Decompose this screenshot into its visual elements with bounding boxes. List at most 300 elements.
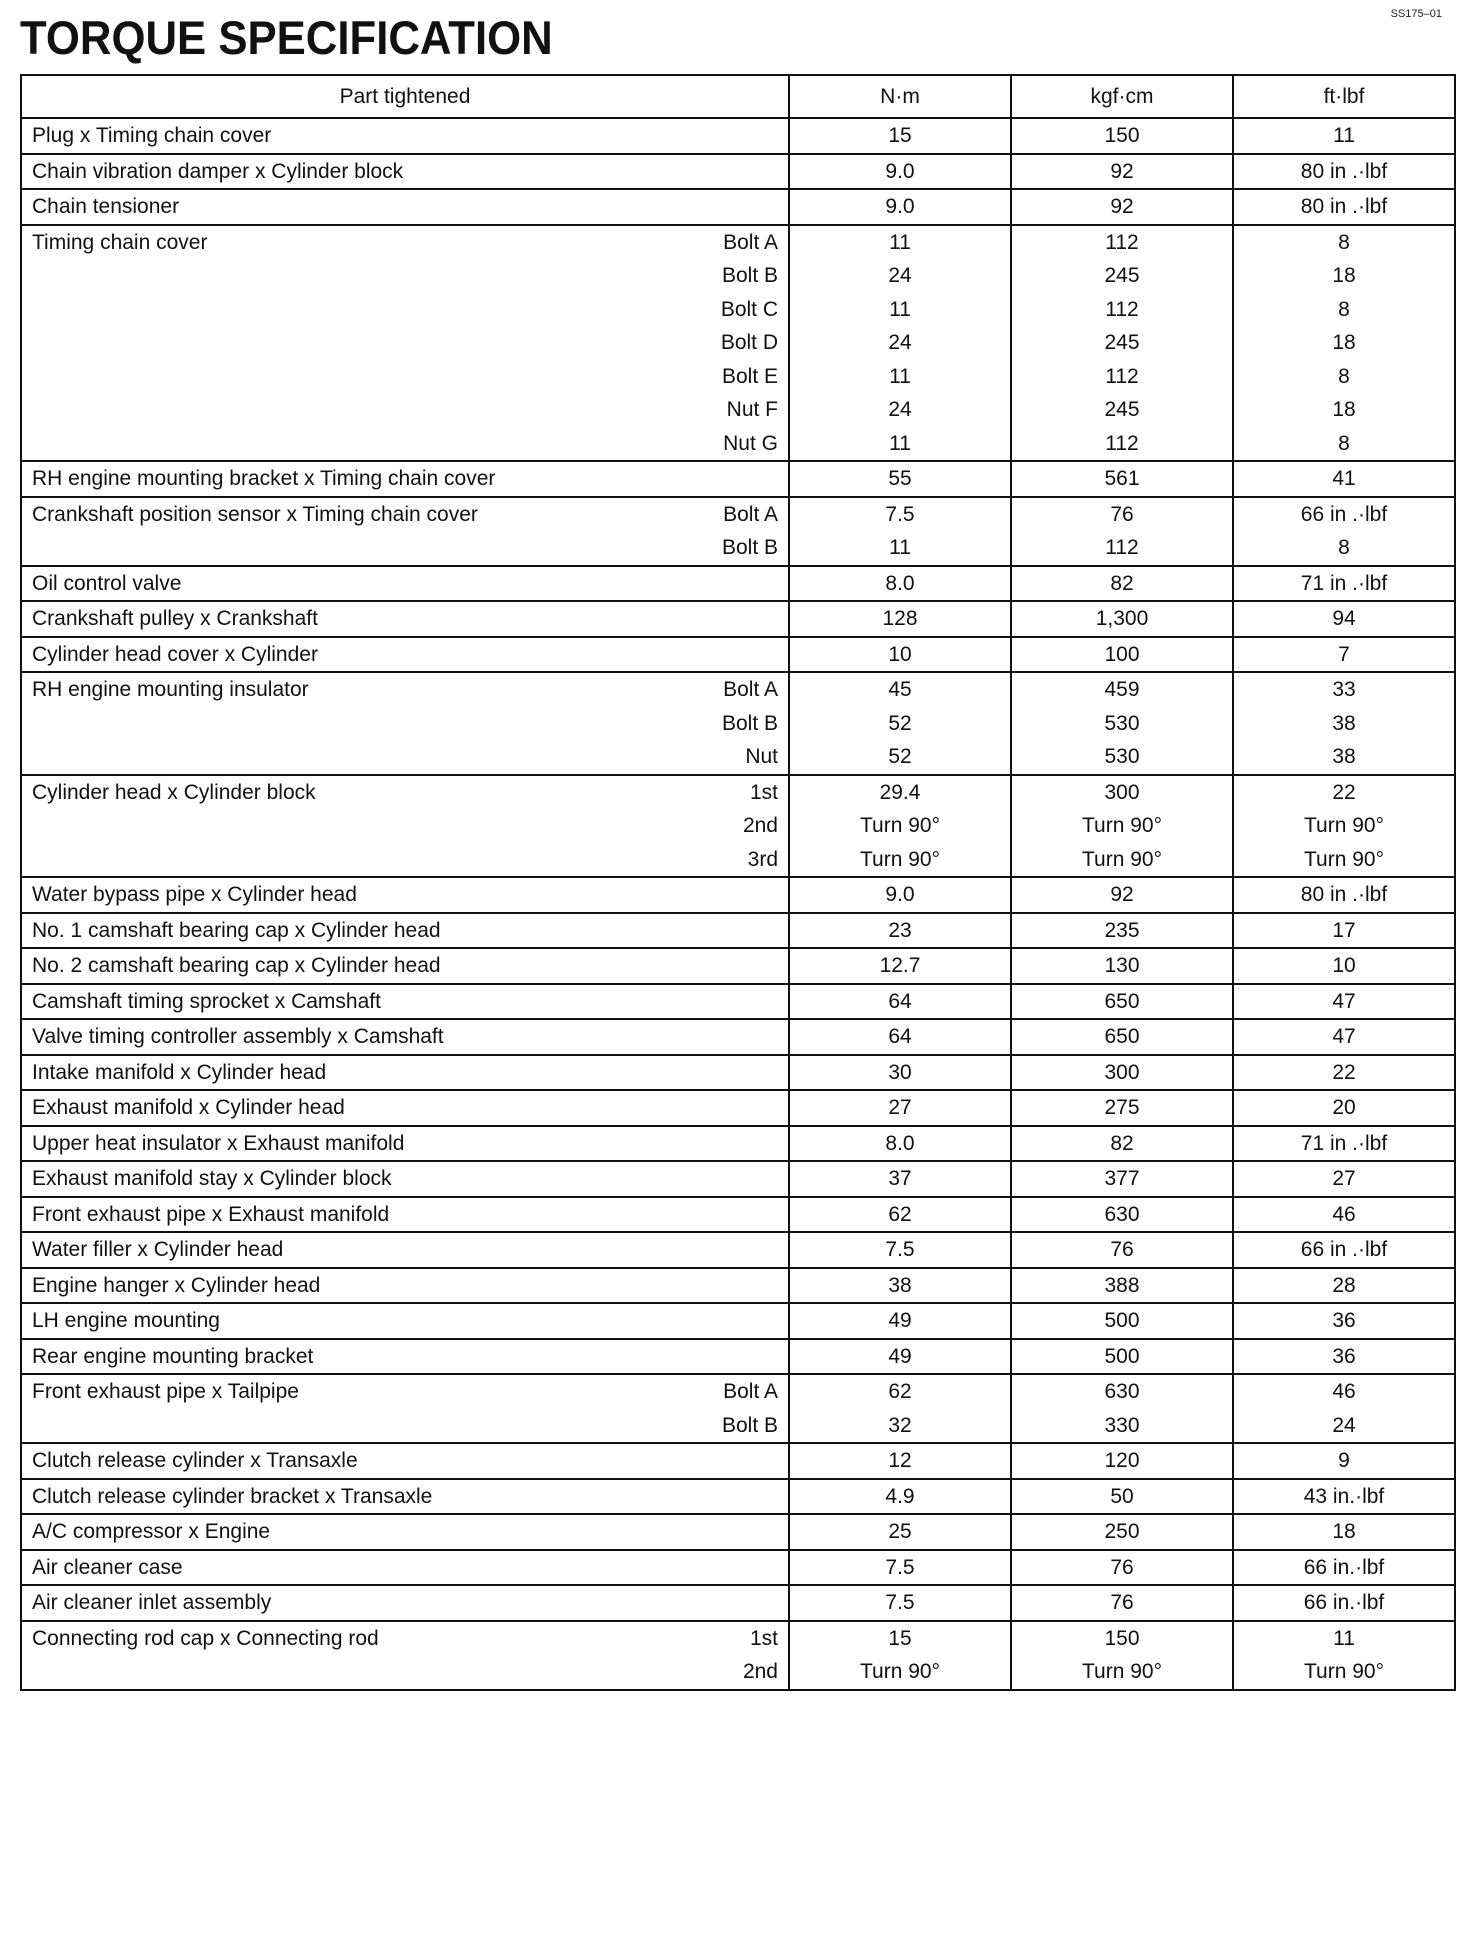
nm-value-cell [789,461,1011,497]
kgf-cm-value-cell [1011,775,1233,878]
part-line [22,462,788,496]
ft-lbf-value-cell [1233,497,1455,566]
nm-value-cell [789,1232,1011,1268]
part-line [22,1162,788,1196]
nm-value: 32 [888,1413,912,1437]
part-name: Timing chain cover [32,230,208,254]
ft-lbf-value: 28 [1332,1273,1356,1297]
nm-value: 12 [888,1449,912,1472]
nm-value: 11 [889,431,911,455]
nm-value-cell [789,637,1011,673]
fastener-label: Bolt B [721,1413,778,1437]
part-line [22,1198,788,1232]
part-cell [21,566,789,602]
kgf-cm-value-cell [1011,1621,1233,1690]
table-row [21,1550,1455,1586]
part-line [22,226,788,260]
ft-lbf-value-cell [1233,1161,1455,1197]
table-row [21,1479,1455,1515]
nm-value-cell [789,1303,1011,1339]
kgf-cm-value-cell [1011,601,1233,637]
table-row [21,601,1455,637]
fastener-label: Bolt B [721,711,778,735]
nm-value-cell [789,1479,1011,1515]
table-row [21,637,1455,673]
table-row [21,1585,1455,1621]
ft-lbf-value: 47 [1332,1025,1356,1048]
part-line [22,1233,788,1267]
table-row [21,461,1455,497]
kgf-cm-value-cell [1011,1339,1233,1375]
ft-lbf-value: 38 [1332,745,1356,768]
nm-value-cell [789,566,1011,602]
table-row [21,913,1455,949]
ft-lbf-value: 24 [1332,1413,1356,1437]
part-line [22,1551,788,1585]
kgf-cm-value-cell [1011,1550,1233,1586]
part-line [22,1375,788,1409]
table-row [21,1339,1455,1375]
kgf-cm-value: 235 [1104,918,1140,942]
nm-value-cell [789,1268,1011,1304]
kgf-cm-value: 82 [1110,1131,1134,1155]
part-line [22,740,788,774]
ft-lbf-value: 36 [1332,1309,1356,1332]
kgf-cm-value-cell [1011,566,1233,602]
ft-lbf-value-cell [1233,1443,1455,1479]
nm-value: 27 [888,1096,912,1119]
kgf-cm-value: Turn 90° [1082,1660,1162,1683]
table-row [21,1090,1455,1126]
table-row [21,225,1455,462]
fastener-label: Bolt A [723,502,778,526]
kgf-cm-value-cell [1011,1585,1233,1621]
part-cell [21,1019,789,1055]
part-name: Air cleaner inlet assembly [32,1591,272,1614]
fastener-label: 2nd [742,1660,778,1683]
part-cell [21,1161,789,1197]
part-line [22,1020,788,1054]
ft-lbf-value: 66 in .·lbf [1300,502,1388,526]
nm-value-cell [789,913,1011,949]
table-row [21,1232,1455,1268]
kgf-cm-value: 530 [1104,745,1140,768]
part-line [22,259,788,293]
kgf-cm-value-cell [1011,461,1233,497]
kgf-cm-value-cell [1011,672,1233,775]
nm-value: 64 [888,1025,912,1048]
ft-lbf-value: 8 [1338,230,1350,254]
part-line [22,1340,788,1374]
ft-lbf-value-cell [1233,1550,1455,1586]
nm-value: 7.5 [885,502,915,526]
kgf-cm-value: 530 [1104,711,1140,735]
table-row [21,1514,1455,1550]
part-cell [21,637,789,673]
part-name: Front exhaust pipe x Tailpipe [32,1380,299,1403]
part-line [22,531,788,565]
nm-value: 4.9 [885,1484,915,1508]
header-kgf-cm: kgf·cm [1011,75,1233,118]
nm-value: 62 [888,1380,912,1403]
part-line [22,949,788,983]
nm-value-cell [789,984,1011,1020]
kgf-cm-value: 92 [1110,195,1134,218]
header-row [21,75,1455,118]
nm-value-cell [789,1197,1011,1233]
part-line [22,673,788,707]
nm-value: 9.0 [885,159,915,183]
nm-value: Turn 90° [860,847,940,871]
ft-lbf-value-cell [1233,1514,1455,1550]
ft-lbf-value: 7 [1338,642,1350,666]
part-name: Intake manifold x Cylinder head [32,1060,327,1084]
nm-value: Turn 90° [860,1660,940,1683]
kgf-cm-value-cell [1011,1303,1233,1339]
nm-value: 52 [888,745,912,768]
part-line [22,602,788,636]
part-name: Valve timing controller assembly x Camshaft [32,1025,444,1048]
nm-value: 7.5 [885,1238,915,1261]
nm-value: 49 [888,1344,912,1368]
kgf-cm-value-cell [1011,1126,1233,1162]
nm-value-cell [789,1621,1011,1690]
part-name: Plug x Timing chain cover [32,124,272,147]
table-body [21,118,1455,1690]
nm-value: 15 [888,1626,912,1650]
table-row [21,984,1455,1020]
ft-lbf-value: Turn 90° [1304,1660,1384,1683]
part-name: Crankshaft pulley x Crankshaft [32,607,318,630]
kgf-cm-value: 650 [1104,1025,1140,1048]
ft-lbf-value: 66 in.·lbf [1303,1591,1385,1614]
part-line [22,638,788,672]
ft-lbf-value: 38 [1332,711,1356,735]
ft-lbf-value-cell [1233,1232,1455,1268]
kgf-cm-value: 92 [1110,159,1134,183]
ft-lbf-value-cell [1233,1374,1455,1443]
header-part-tightened: Part tightened [21,75,789,118]
nm-value: 9.0 [885,883,915,906]
part-cell [21,775,789,878]
part-line [22,326,788,360]
nm-value: 49 [888,1309,912,1332]
ft-lbf-value: 71 in .·lbf [1300,571,1388,595]
nm-value: 55 [888,467,912,490]
kgf-cm-value: 76 [1110,1555,1134,1579]
table-row [21,1161,1455,1197]
part-cell [21,497,789,566]
ft-lbf-value: 66 in.·lbf [1303,1555,1385,1579]
table-row [21,566,1455,602]
ft-lbf-value-cell [1233,601,1455,637]
part-name: Connecting rod cap x Connecting rod [32,1626,379,1650]
part-line [22,1444,788,1478]
nm-value-cell [789,672,1011,775]
part-cell [21,1268,789,1304]
part-cell [21,189,789,225]
table-row [21,1268,1455,1304]
page-title: TORQUE SPECIFICATION [20,11,553,64]
kgf-cm-value-cell [1011,1197,1233,1233]
part-line [22,878,788,912]
kgf-cm-value-cell [1011,1019,1233,1055]
nm-value: 7.5 [885,1555,915,1579]
ft-lbf-value: 80 in .·lbf [1300,195,1388,218]
ft-lbf-value-cell [1233,984,1455,1020]
kgf-cm-value: 100 [1104,642,1140,666]
part-line [22,293,788,327]
table-row [21,948,1455,984]
ft-lbf-value: 18 [1332,264,1356,287]
part-line [22,1409,788,1443]
table-row [21,1126,1455,1162]
fastener-label: Bolt A [723,230,778,254]
part-line [22,1655,788,1689]
nm-value: 45 [888,678,912,701]
kgf-cm-value: 561 [1104,467,1140,490]
kgf-cm-value: 377 [1104,1167,1140,1190]
kgf-cm-value: 300 [1104,1060,1140,1084]
part-line [22,707,788,741]
part-cell [21,118,789,154]
part-name: Water filler x Cylinder head [32,1238,284,1261]
part-line [22,498,788,532]
part-cell [21,601,789,637]
kgf-cm-value-cell [1011,1443,1233,1479]
nm-value: 9.0 [885,195,915,218]
kgf-cm-value: 245 [1104,264,1140,287]
nm-value-cell [789,189,1011,225]
fastener-label: Nut F [726,398,778,421]
ft-lbf-value-cell [1233,1268,1455,1304]
nm-value: 12.7 [879,954,921,977]
part-cell [21,1514,789,1550]
part-cell [21,1550,789,1586]
nm-value: 7.5 [885,1591,915,1614]
part-name: Front exhaust pipe x Exhaust manifold [32,1202,390,1226]
kgf-cm-value: 76 [1110,502,1134,526]
ft-lbf-value: 22 [1332,1060,1356,1084]
nm-value-cell [789,877,1011,913]
table-row [21,118,1455,154]
part-cell [21,225,789,462]
ft-lbf-value-cell [1233,775,1455,878]
ft-lbf-value: 8 [1338,431,1350,455]
part-cell [21,1479,789,1515]
kgf-cm-value: 112 [1105,431,1139,455]
nm-value: 10 [888,642,912,666]
part-name: No. 1 camshaft bearing cap x Cylinder head [32,918,441,942]
ft-lbf-value: 18 [1332,398,1356,421]
torque-spec-table [20,74,1456,1691]
kgf-cm-value: Turn 90° [1082,814,1162,837]
ft-lbf-value: 80 in .·lbf [1300,883,1388,906]
kgf-cm-value: 330 [1104,1413,1140,1437]
part-cell [21,461,789,497]
nm-value: 23 [888,918,912,942]
part-name: A/C compressor x Engine [32,1520,271,1543]
ft-lbf-value-cell [1233,225,1455,462]
part-line [22,843,788,877]
nm-value: Turn 90° [860,814,940,837]
kgf-cm-value-cell [1011,1374,1233,1443]
ft-lbf-value: 11 [1333,1626,1355,1650]
part-cell [21,1232,789,1268]
part-cell [21,1197,789,1233]
kgf-cm-value-cell [1011,225,1233,462]
kgf-cm-value: 112 [1105,230,1139,254]
kgf-cm-value: 275 [1104,1096,1140,1119]
kgf-cm-value: 245 [1104,398,1140,421]
part-name: Cylinder head cover x Cylinder [32,642,318,666]
ft-lbf-value-cell [1233,1090,1455,1126]
part-cell [21,1374,789,1443]
fastener-label: Bolt A [723,678,778,701]
ft-lbf-value: 71 in .·lbf [1300,1131,1388,1155]
kgf-cm-value-cell [1011,189,1233,225]
ft-lbf-value-cell [1233,189,1455,225]
kgf-cm-value: 500 [1104,1309,1140,1332]
table-row [21,1197,1455,1233]
part-line [22,427,788,461]
nm-value: 24 [888,398,912,421]
part-line [22,1091,788,1125]
part-name: No. 2 camshaft bearing cap x Cylinder head [32,954,441,977]
ft-lbf-value-cell [1233,948,1455,984]
part-cell [21,1303,789,1339]
kgf-cm-value: 112 [1105,536,1139,559]
part-line [22,1056,788,1090]
nm-value-cell [789,1019,1011,1055]
kgf-cm-value-cell [1011,154,1233,190]
nm-value: 11 [889,536,911,559]
nm-value-cell [789,601,1011,637]
nm-value: 11 [889,364,911,388]
part-name: Exhaust manifold x Cylinder head [32,1096,345,1119]
part-cell [21,984,789,1020]
part-name: Clutch release cylinder x Transaxle [32,1449,358,1472]
kgf-cm-value: 388 [1104,1273,1140,1297]
nm-value-cell [789,1374,1011,1443]
kgf-cm-value-cell [1011,1055,1233,1091]
kgf-cm-value: 1,300 [1095,607,1149,630]
ft-lbf-value-cell [1233,877,1455,913]
nm-value-cell [789,225,1011,462]
kgf-cm-value-cell [1011,1161,1233,1197]
kgf-cm-value-cell [1011,1232,1233,1268]
part-cell [21,1126,789,1162]
part-name: Water bypass pipe x Cylinder head [32,883,357,906]
kgf-cm-value: 120 [1104,1449,1140,1472]
ft-lbf-value-cell [1233,1479,1455,1515]
ft-lbf-value: 33 [1332,678,1356,701]
kgf-cm-value: 76 [1110,1591,1134,1614]
kgf-cm-value-cell [1011,497,1233,566]
part-line [22,914,788,948]
fastener-label: Bolt D [720,331,778,354]
kgf-cm-value: 650 [1104,989,1140,1013]
part-cell [21,1339,789,1375]
kgf-cm-value: 112 [1105,297,1139,321]
ft-lbf-value: 9 [1338,1449,1350,1472]
ft-lbf-value: 47 [1332,989,1356,1013]
part-name: LH engine mounting [32,1309,220,1332]
kgf-cm-value-cell [1011,118,1233,154]
nm-value: 11 [889,230,911,254]
table-row [21,1374,1455,1443]
nm-value: 24 [888,264,912,287]
kgf-cm-value-cell [1011,637,1233,673]
nm-value-cell [789,1443,1011,1479]
table-row [21,877,1455,913]
part-line [22,1586,788,1620]
fastener-label: Bolt A [723,1380,778,1403]
kgf-cm-value: 150 [1104,1626,1140,1650]
part-line [22,360,788,394]
table-row [21,1303,1455,1339]
part-line [22,1515,788,1549]
ft-lbf-value: 20 [1332,1096,1356,1119]
ft-lbf-value: 18 [1332,331,1356,354]
part-name: Rear engine mounting bracket [32,1344,314,1368]
ft-lbf-value-cell [1233,1055,1455,1091]
ft-lbf-value-cell [1233,1585,1455,1621]
nm-value-cell [789,775,1011,878]
kgf-cm-value: Turn 90° [1082,847,1162,871]
nm-value: 38 [888,1273,912,1297]
nm-value: 62 [888,1202,912,1226]
nm-value-cell [789,1585,1011,1621]
ft-lbf-value-cell [1233,461,1455,497]
ft-lbf-value-cell [1233,1197,1455,1233]
part-cell [21,913,789,949]
kgf-cm-value: 300 [1104,780,1140,804]
table-row [21,154,1455,190]
nm-value: 8.0 [885,1131,915,1155]
ft-lbf-value-cell [1233,566,1455,602]
part-line [22,567,788,601]
table-row [21,497,1455,566]
part-cell [21,1585,789,1621]
part-cell [21,1443,789,1479]
part-line [22,1480,788,1514]
table-row [21,775,1455,878]
part-name: Chain vibration damper x Cylinder block [32,159,404,183]
nm-value: 128 [882,607,918,630]
nm-value-cell [789,1339,1011,1375]
part-name: RH engine mounting bracket x Timing chain cover [32,467,496,490]
ft-lbf-value: Turn 90° [1304,814,1384,837]
part-line [22,155,788,189]
part-name: Cylinder head x Cylinder block [32,780,316,804]
nm-value-cell [789,1161,1011,1197]
ft-lbf-value-cell [1233,913,1455,949]
part-cell [21,877,789,913]
fastener-label: 3rd [747,847,778,871]
nm-value: 64 [888,989,912,1013]
kgf-cm-value: 82 [1110,571,1134,595]
ft-lbf-value: 36 [1332,1344,1356,1368]
nm-value-cell [789,948,1011,984]
fastener-label: 1st [749,1626,778,1650]
kgf-cm-value-cell [1011,877,1233,913]
part-line [22,1269,788,1303]
nm-value: 25 [888,1520,912,1543]
ft-lbf-value: 22 [1332,780,1356,804]
part-name: Chain tensioner [32,195,180,218]
nm-value-cell [789,1090,1011,1126]
